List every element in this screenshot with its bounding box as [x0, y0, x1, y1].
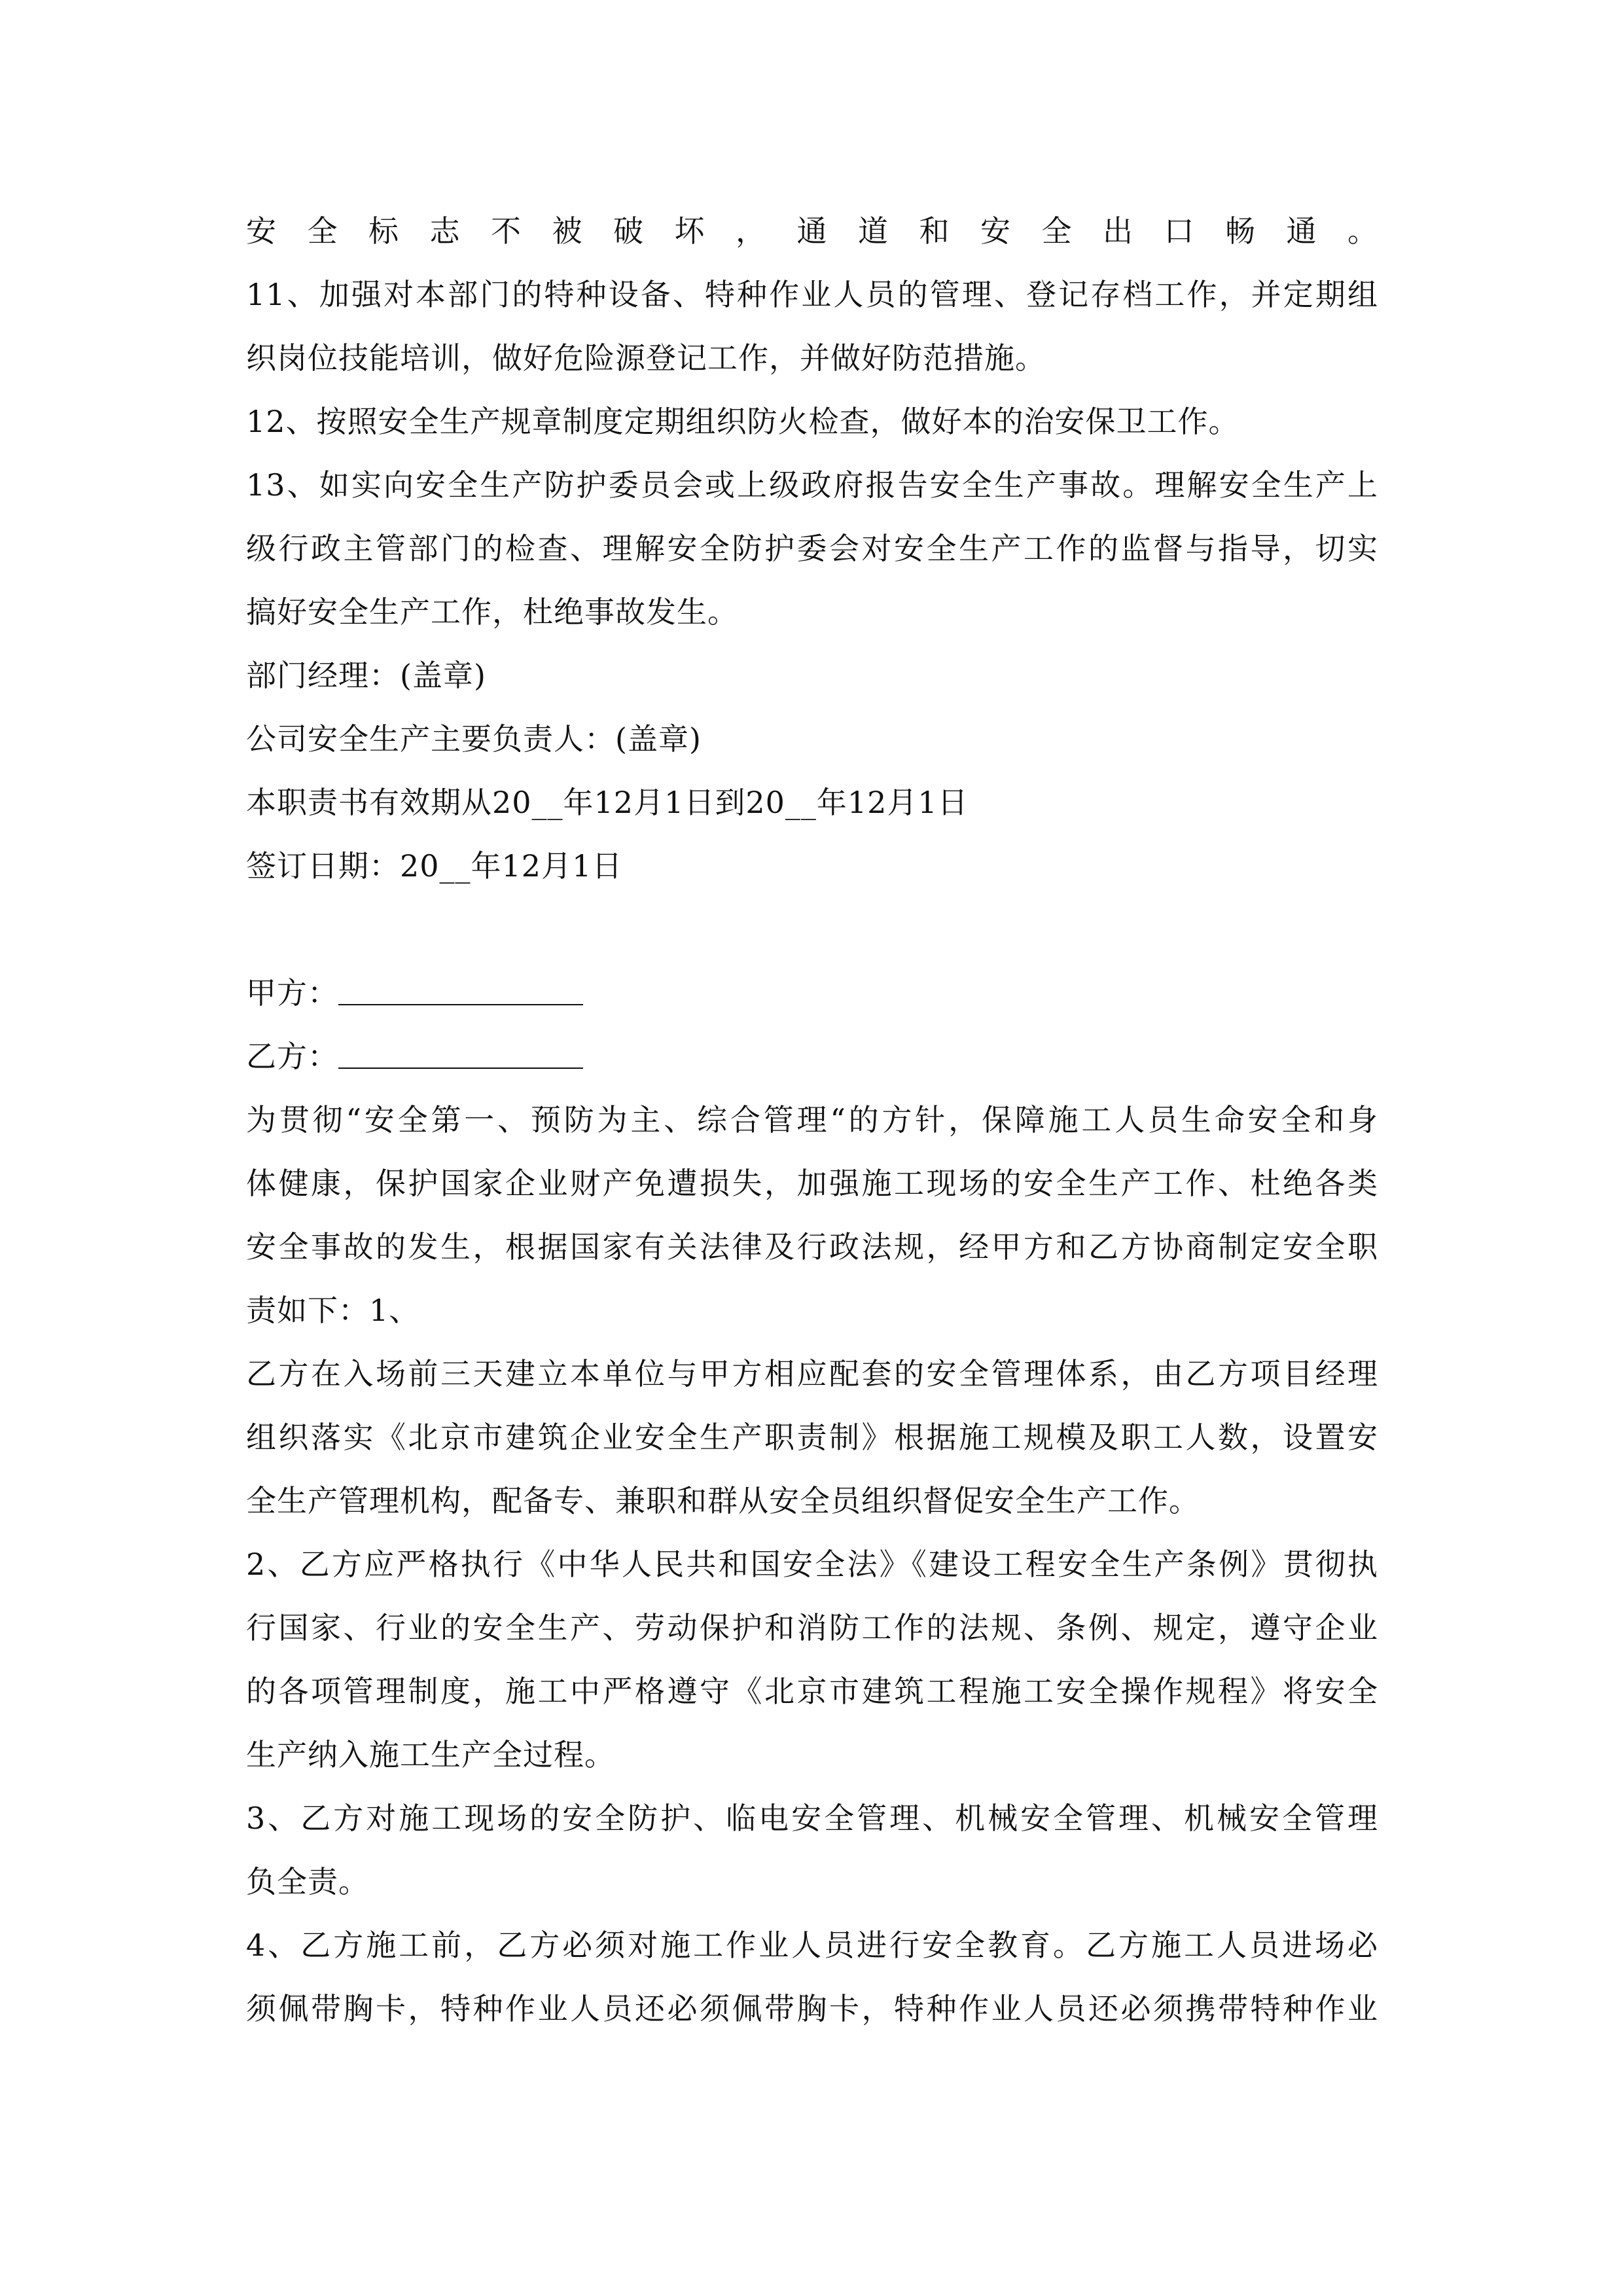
text-line: 13、如实向安全生产防护委员会或上级政府报告安全生产事故。理解安全生产上 — [246, 467, 1378, 503]
text-line: 须佩带胸卡，特种作业人员还必须佩带胸卡，特种作业人员还必须携带特种作业 — [246, 1991, 1378, 2026]
text-line: 搞好安全生产工作，杜绝事故发生。 — [246, 594, 738, 630]
signature-line-company: 公司安全生产主要负责人：(盖章) — [246, 721, 702, 757]
text-line: 12、按照安全生产规章制度定期组织防火检查，做好本的治安保卫工作。 — [246, 404, 1240, 439]
validity-period: 本职责书有效期从20__年12月1日到20__年12月1日 — [246, 785, 969, 820]
signature-line-manager: 部门经理：(盖章) — [246, 658, 486, 693]
party-a-blank — [338, 1004, 583, 1005]
text-line: 安全事故的发生，根据国家有关法律及行政法规，经甲方和乙方协商制定安全职 — [246, 1229, 1378, 1265]
party-a-row — [246, 961, 1378, 1025]
text-line: 安全标志不被破坏，通道和安全出口畅通。 — [246, 213, 1378, 249]
text-line: 的各项管理制度，施工中严格遵守《北京市建筑工程施工安全操作规程》将安全 — [246, 1674, 1378, 1709]
text-line: 3、乙方对施工现场的安全防护、临电安全管理、机械安全管理、机械安全管理 — [246, 1801, 1378, 1836]
text-line: 2、乙方应严格执行《中华人民共和国安全法》《建设工程安全生产条例》贯彻执 — [246, 1547, 1378, 1582]
party-b-blank — [338, 1067, 583, 1069]
text-line: 全生产管理机构，配备专、兼职和群从安全员组织督促安全生产工作。 — [246, 1483, 1200, 1518]
document-body — [246, 200, 1378, 2041]
party-b-row — [246, 1025, 1378, 1088]
signing-date: 签订日期：20__年12月1日 — [246, 848, 623, 884]
section-gap — [246, 898, 1378, 961]
text-line: 责如下：1、 — [246, 1293, 420, 1328]
text-line: 负全责。 — [246, 1864, 369, 1899]
text-line: 11、加强对本部门的特种设备、特种作业人员的管理、登记存档工作，并定期组 — [246, 277, 1378, 312]
text-line: 乙方在入场前三天建立本单位与甲方相应配套的安全管理体系，由乙方项目经理 — [246, 1356, 1378, 1391]
text-line: 级行政主管部门的检查、理解安全防护委会对安全生产工作的监督与指导，切实 — [246, 531, 1378, 566]
text-line: 4、乙方施工前，乙方必须对施工作业人员进行安全教育。乙方施工人员进场必 — [246, 1928, 1378, 1963]
text-line: 行国家、行业的安全生产、劳动保护和消防工作的法规、条例、规定，遵守企业 — [246, 1610, 1378, 1645]
text-line: 组织落实《北京市建筑企业安全生产职责制》根据施工规模及职工人数，设置安 — [246, 1420, 1378, 1455]
text-line: 为贯彻“安全第一、预防为主、综合管理“的方针，保障施工人员生命安全和身 — [246, 1102, 1378, 1138]
text-line: 生产纳入施工生产全过程。 — [246, 1737, 615, 1772]
party-b-label: 乙方： — [246, 1039, 338, 1074]
party-a-label: 甲方： — [246, 975, 338, 1011]
text-line: 体健康，保护国家企业财产免遭损失，加强施工现场的安全生产工作、杜绝各类 — [246, 1166, 1378, 1201]
text-line: 织岗位技能培训，做好危险源登记工作，并做好防范措施。 — [246, 340, 1046, 376]
